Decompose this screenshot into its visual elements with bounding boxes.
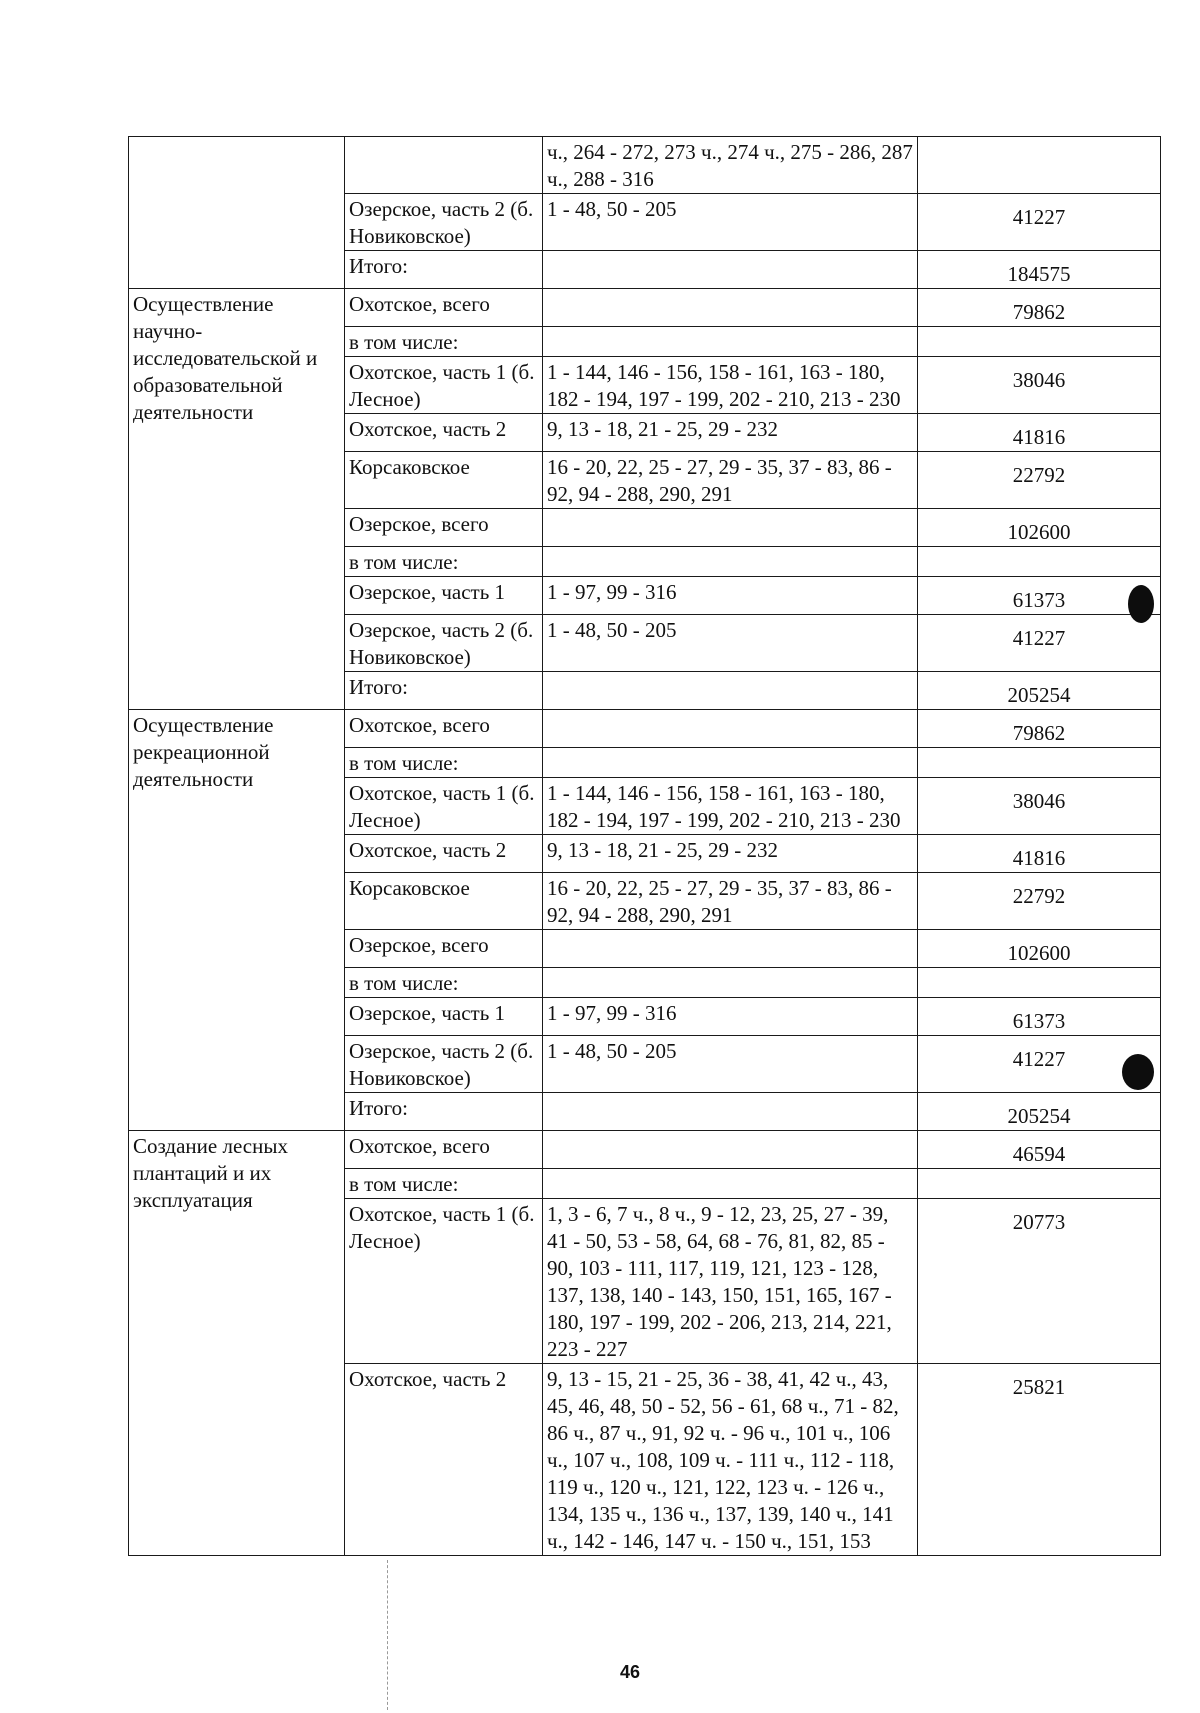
forest-use-table [128, 136, 1161, 1556]
quarter-numbers-cell: 1 - 48, 50 - 205 [543, 194, 918, 251]
area-cell [918, 998, 1161, 1036]
area-cell [918, 1169, 1161, 1199]
forestry-name-cell: Охотское, всего [345, 289, 543, 327]
area-value: 38046 [1012, 789, 1066, 813]
quarter-numbers-cell [543, 1093, 918, 1131]
ink-blot [1128, 585, 1154, 623]
area-value: 102600 [1007, 941, 1071, 965]
forestry-name-cell: Озерское, часть 1 [345, 998, 543, 1036]
quarter-numbers-cell [543, 930, 918, 968]
table-row [129, 1131, 1161, 1169]
area-cell [918, 1364, 1161, 1556]
area-cell [918, 1199, 1161, 1364]
table-row [129, 137, 1161, 194]
area-cell [918, 357, 1161, 414]
area-cell [918, 710, 1161, 748]
forestry-name-cell: Корсаковское [345, 452, 543, 509]
area-cell [918, 748, 1161, 778]
forestry-name-cell: в том числе: [345, 547, 543, 577]
quarter-numbers-cell: 1, 3 - 6, 7 ч., 8 ч., 9 - 12, 23, 25, 27 - 39, 41 - 50, 53 - 58, 64, 68 - 76, 81, 82, 85 - 90, 103 - 111, 117, 119, 121, 123 - 128, 137, 138, 140 - 143, 150, 151, 165, 167 - 180, 197 - 199, 202 - 206, 213, 214, 221, 223 - 227 [543, 1199, 918, 1364]
forestry-name-cell: Озерское, всего [345, 509, 543, 547]
area-cell [918, 778, 1161, 835]
area-value: 184575 [1007, 262, 1071, 286]
area-cell [918, 251, 1161, 289]
quarter-numbers-cell [543, 748, 918, 778]
forestry-name-cell: в том числе: [345, 1169, 543, 1199]
area-value: 41816 [1012, 425, 1066, 449]
area-cell [918, 452, 1161, 509]
forestry-name-cell: в том числе: [345, 748, 543, 778]
area-value: 102600 [1007, 520, 1071, 544]
table-row [129, 710, 1161, 748]
quarter-numbers-cell: 1 - 97, 99 - 316 [543, 577, 918, 615]
area-value: 79862 [1012, 721, 1066, 745]
quarter-numbers-cell [543, 251, 918, 289]
area-value: 22792 [1012, 884, 1066, 908]
quarter-numbers-cell: 9, 13 - 18, 21 - 25, 29 - 232 [543, 835, 918, 873]
quarter-numbers-cell: 1 - 48, 50 - 205 [543, 615, 918, 672]
quarter-numbers-cell: 9, 13 - 15, 21 - 25, 36 - 38, 41, 42 ч., 43, 45, 46, 48, 50 - 52, 56 - 61, 68 ч., 71 - 82, 86 ч., 87 ч., 91, 92 ч. - 96 ч., 101 ч., 106 ч., 107 ч., 108, 109 ч. - 111 ч., 112 - 118, 119 ч., 120 ч., 121, 122, 123 ч. - 126 ч., 134, 135 ч., 136 ч., 137, 139, 140 ч., 141 ч., 142 - 146, 147 ч. - 150 ч., 151, 153 [543, 1364, 918, 1556]
forestry-name-cell: Охотское, часть 2 [345, 1364, 543, 1556]
forestry-name-cell: Охотское, часть 1 (б. Лесное) [345, 357, 543, 414]
quarter-numbers-cell: 1 - 48, 50 - 205 [543, 1036, 918, 1093]
table-row [129, 289, 1161, 327]
area-value: 41227 [1012, 626, 1066, 650]
forestry-name-cell: Корсаковское [345, 873, 543, 930]
quarter-numbers-cell [543, 1131, 918, 1169]
area-cell [918, 968, 1161, 998]
area-value: 205254 [1007, 1104, 1071, 1128]
area-value: 79862 [1012, 300, 1066, 324]
forestry-name-cell: Озерское, всего [345, 930, 543, 968]
area-cell [918, 194, 1161, 251]
forestry-name-cell: Охотское, часть 1 (б. Лесное) [345, 1199, 543, 1364]
activity-type-cell: Осуществление рекреационной деятельности [129, 710, 345, 1131]
area-cell [918, 1093, 1161, 1131]
quarter-numbers-cell: 16 - 20, 22, 25 - 27, 29 - 35, 37 - 83, 86 - 92, 94 - 288, 290, 291 [543, 452, 918, 509]
quarter-numbers-cell: 9, 13 - 18, 21 - 25, 29 - 232 [543, 414, 918, 452]
quarter-numbers-cell: 16 - 20, 22, 25 - 27, 29 - 35, 37 - 83, 86 - 92, 94 - 288, 290, 291 [543, 873, 918, 930]
activity-type-cell: Создание лесных плантаций и их эксплуатация [129, 1131, 345, 1556]
area-cell [918, 930, 1161, 968]
forestry-name-cell: Озерское, часть 2 (б. Новиковское) [345, 615, 543, 672]
quarter-numbers-cell [543, 968, 918, 998]
quarter-numbers-cell: 1 - 97, 99 - 316 [543, 998, 918, 1036]
forestry-name-cell: Озерское, часть 1 [345, 577, 543, 615]
area-cell [918, 873, 1161, 930]
activity-type-cell: Осуществление научно-исследовательской и образовательной деятельности [129, 289, 345, 710]
area-cell [918, 1131, 1161, 1169]
quarter-numbers-cell: ч., 264 - 272, 273 ч., 274 ч., 275 - 286, 287 ч., 288 - 316 [543, 137, 918, 194]
quarter-numbers-cell [543, 289, 918, 327]
quarter-numbers-cell: 1 - 144, 146 - 156, 158 - 161, 163 - 180, 182 - 194, 197 - 199, 202 - 210, 213 - 230 [543, 778, 918, 835]
forestry-name-cell: Итого: [345, 672, 543, 710]
forestry-name-cell: Охотское, часть 2 [345, 414, 543, 452]
quarter-numbers-cell [543, 710, 918, 748]
forestry-name-cell: Охотское, часть 2 [345, 835, 543, 873]
forestry-name-cell: в том числе: [345, 327, 543, 357]
area-value: 22792 [1012, 463, 1066, 487]
area-cell [918, 577, 1161, 615]
quarter-numbers-cell [543, 1169, 918, 1199]
area-value: 41227 [1012, 1047, 1066, 1071]
forestry-name-cell: Озерское, часть 2 (б. Новиковское) [345, 194, 543, 251]
quarter-numbers-cell [543, 672, 918, 710]
ink-blot [1122, 1054, 1154, 1090]
forestry-name-cell: Итого: [345, 1093, 543, 1131]
area-cell [918, 672, 1161, 710]
activity-type-cell [129, 137, 345, 289]
forestry-name-cell: Охотское, всего [345, 1131, 543, 1169]
area-cell [918, 327, 1161, 357]
area-value: 46594 [1012, 1142, 1066, 1166]
area-cell [918, 615, 1161, 672]
area-cell [918, 509, 1161, 547]
area-cell [918, 414, 1161, 452]
quarter-numbers-cell [543, 547, 918, 577]
quarter-numbers-cell: 1 - 144, 146 - 156, 158 - 161, 163 - 180, 182 - 194, 197 - 199, 202 - 210, 213 - 230 [543, 357, 918, 414]
area-value: 61373 [1012, 588, 1066, 612]
forestry-name-cell: Охотское, всего [345, 710, 543, 748]
area-value: 25821 [1012, 1375, 1066, 1399]
scan-artifact-line [387, 1560, 388, 1710]
page-number: 46 [620, 1662, 641, 1682]
forestry-name-cell: Озерское, часть 2 (б. Новиковское) [345, 1036, 543, 1093]
area-cell [918, 289, 1161, 327]
area-value: 61373 [1012, 1009, 1066, 1033]
area-cell [918, 547, 1161, 577]
quarter-numbers-cell [543, 327, 918, 357]
area-cell [918, 137, 1161, 194]
quarter-numbers-cell [543, 509, 918, 547]
area-value: 38046 [1012, 368, 1066, 392]
forestry-name-cell: Охотское, часть 1 (б. Лесное) [345, 778, 543, 835]
area-value: 20773 [1012, 1210, 1066, 1234]
forestry-name-cell [345, 137, 543, 194]
forestry-name-cell: Итого: [345, 251, 543, 289]
forestry-name-cell: в том числе: [345, 968, 543, 998]
area-cell [918, 835, 1161, 873]
area-value: 41227 [1012, 205, 1066, 229]
area-value: 205254 [1007, 683, 1071, 707]
area-value: 41816 [1012, 846, 1066, 870]
